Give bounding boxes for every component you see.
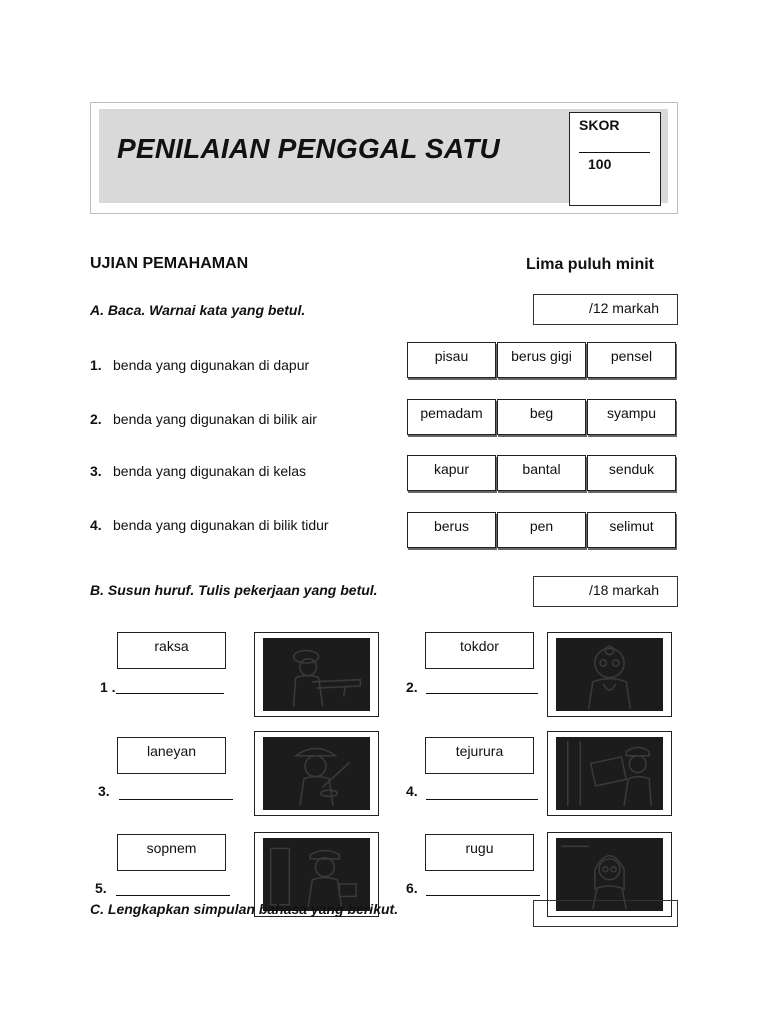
question-number: 2. bbox=[90, 411, 102, 427]
answer-line[interactable] bbox=[426, 895, 540, 896]
word-option[interactable]: bantal bbox=[497, 455, 586, 491]
scrambled-word: tejurura bbox=[425, 737, 534, 774]
engineer-picture bbox=[547, 731, 672, 816]
score-total: 100 bbox=[588, 156, 612, 172]
doctor-picture bbox=[547, 632, 672, 717]
scrambled-word: raksa bbox=[117, 632, 226, 669]
page-title: PENILAIAN PENGGAL SATU bbox=[117, 133, 500, 164]
answer-line[interactable] bbox=[426, 799, 538, 800]
answer-number: 2. bbox=[406, 679, 418, 695]
word-option[interactable]: pen bbox=[497, 512, 586, 548]
part-a-marks-box: /12 markah bbox=[533, 294, 678, 325]
section-heading: UJIAN PEMAHAMAN bbox=[90, 255, 249, 272]
answer-line[interactable] bbox=[116, 693, 224, 694]
word-option[interactable]: kapur bbox=[407, 455, 496, 491]
duration: Lima puluh minit bbox=[526, 256, 654, 273]
answer-number: 3. bbox=[98, 783, 110, 799]
answer-number: 4. bbox=[406, 783, 418, 799]
question-text: benda yang digunakan di dapur bbox=[113, 357, 310, 373]
fisherman-icon bbox=[263, 737, 370, 810]
question-number: 1. bbox=[90, 357, 102, 373]
score-fill-line[interactable] bbox=[579, 152, 650, 153]
fisherman-picture bbox=[254, 731, 379, 816]
scrambled-word: laneyan bbox=[117, 737, 226, 774]
doctor-icon bbox=[556, 638, 663, 711]
question-number: 4. bbox=[90, 517, 102, 533]
part-a-instruction: A. Baca. Warnai kata yang betul. bbox=[90, 302, 306, 318]
answer-number: 5. bbox=[95, 880, 107, 896]
part-c-instruction: C. Lengkapkan simpulan bahasa yang berikut. bbox=[90, 901, 399, 917]
word-option[interactable]: berus bbox=[407, 512, 496, 548]
answer-number: 6. bbox=[406, 880, 418, 896]
word-option[interactable]: pisau bbox=[407, 342, 496, 378]
engineer-icon bbox=[556, 737, 663, 810]
part-c-marks-box bbox=[533, 900, 678, 927]
question-number: 3. bbox=[90, 463, 102, 479]
answer-line[interactable] bbox=[116, 895, 230, 896]
scrambled-word: tokdor bbox=[425, 632, 534, 669]
soldier-picture bbox=[254, 632, 379, 717]
question-text: benda yang digunakan di bilik tidur bbox=[113, 517, 329, 533]
word-option[interactable]: pensel bbox=[587, 342, 676, 378]
word-option[interactable]: selimut bbox=[587, 512, 676, 548]
word-option[interactable]: beg bbox=[497, 399, 586, 435]
part-b-marks-box: /18 markah bbox=[533, 576, 678, 607]
scrambled-word: rugu bbox=[425, 834, 534, 871]
question-text: benda yang digunakan di bilik air bbox=[113, 411, 317, 427]
word-option[interactable]: pemadam bbox=[407, 399, 496, 435]
word-option[interactable]: senduk bbox=[587, 455, 676, 491]
score-label: SKOR bbox=[579, 117, 620, 133]
soldier-icon bbox=[263, 638, 370, 711]
answer-line[interactable] bbox=[119, 799, 233, 800]
part-b-instruction: B. Susun huruf. Tulis pekerjaan yang betul. bbox=[90, 582, 378, 598]
question-text: benda yang digunakan di kelas bbox=[113, 463, 307, 479]
answer-number: 1 . bbox=[100, 679, 116, 695]
answer-line[interactable] bbox=[426, 693, 538, 694]
scrambled-word: sopnem bbox=[117, 834, 226, 871]
word-option[interactable]: berus gigi bbox=[497, 342, 586, 378]
word-option[interactable]: syampu bbox=[587, 399, 676, 435]
